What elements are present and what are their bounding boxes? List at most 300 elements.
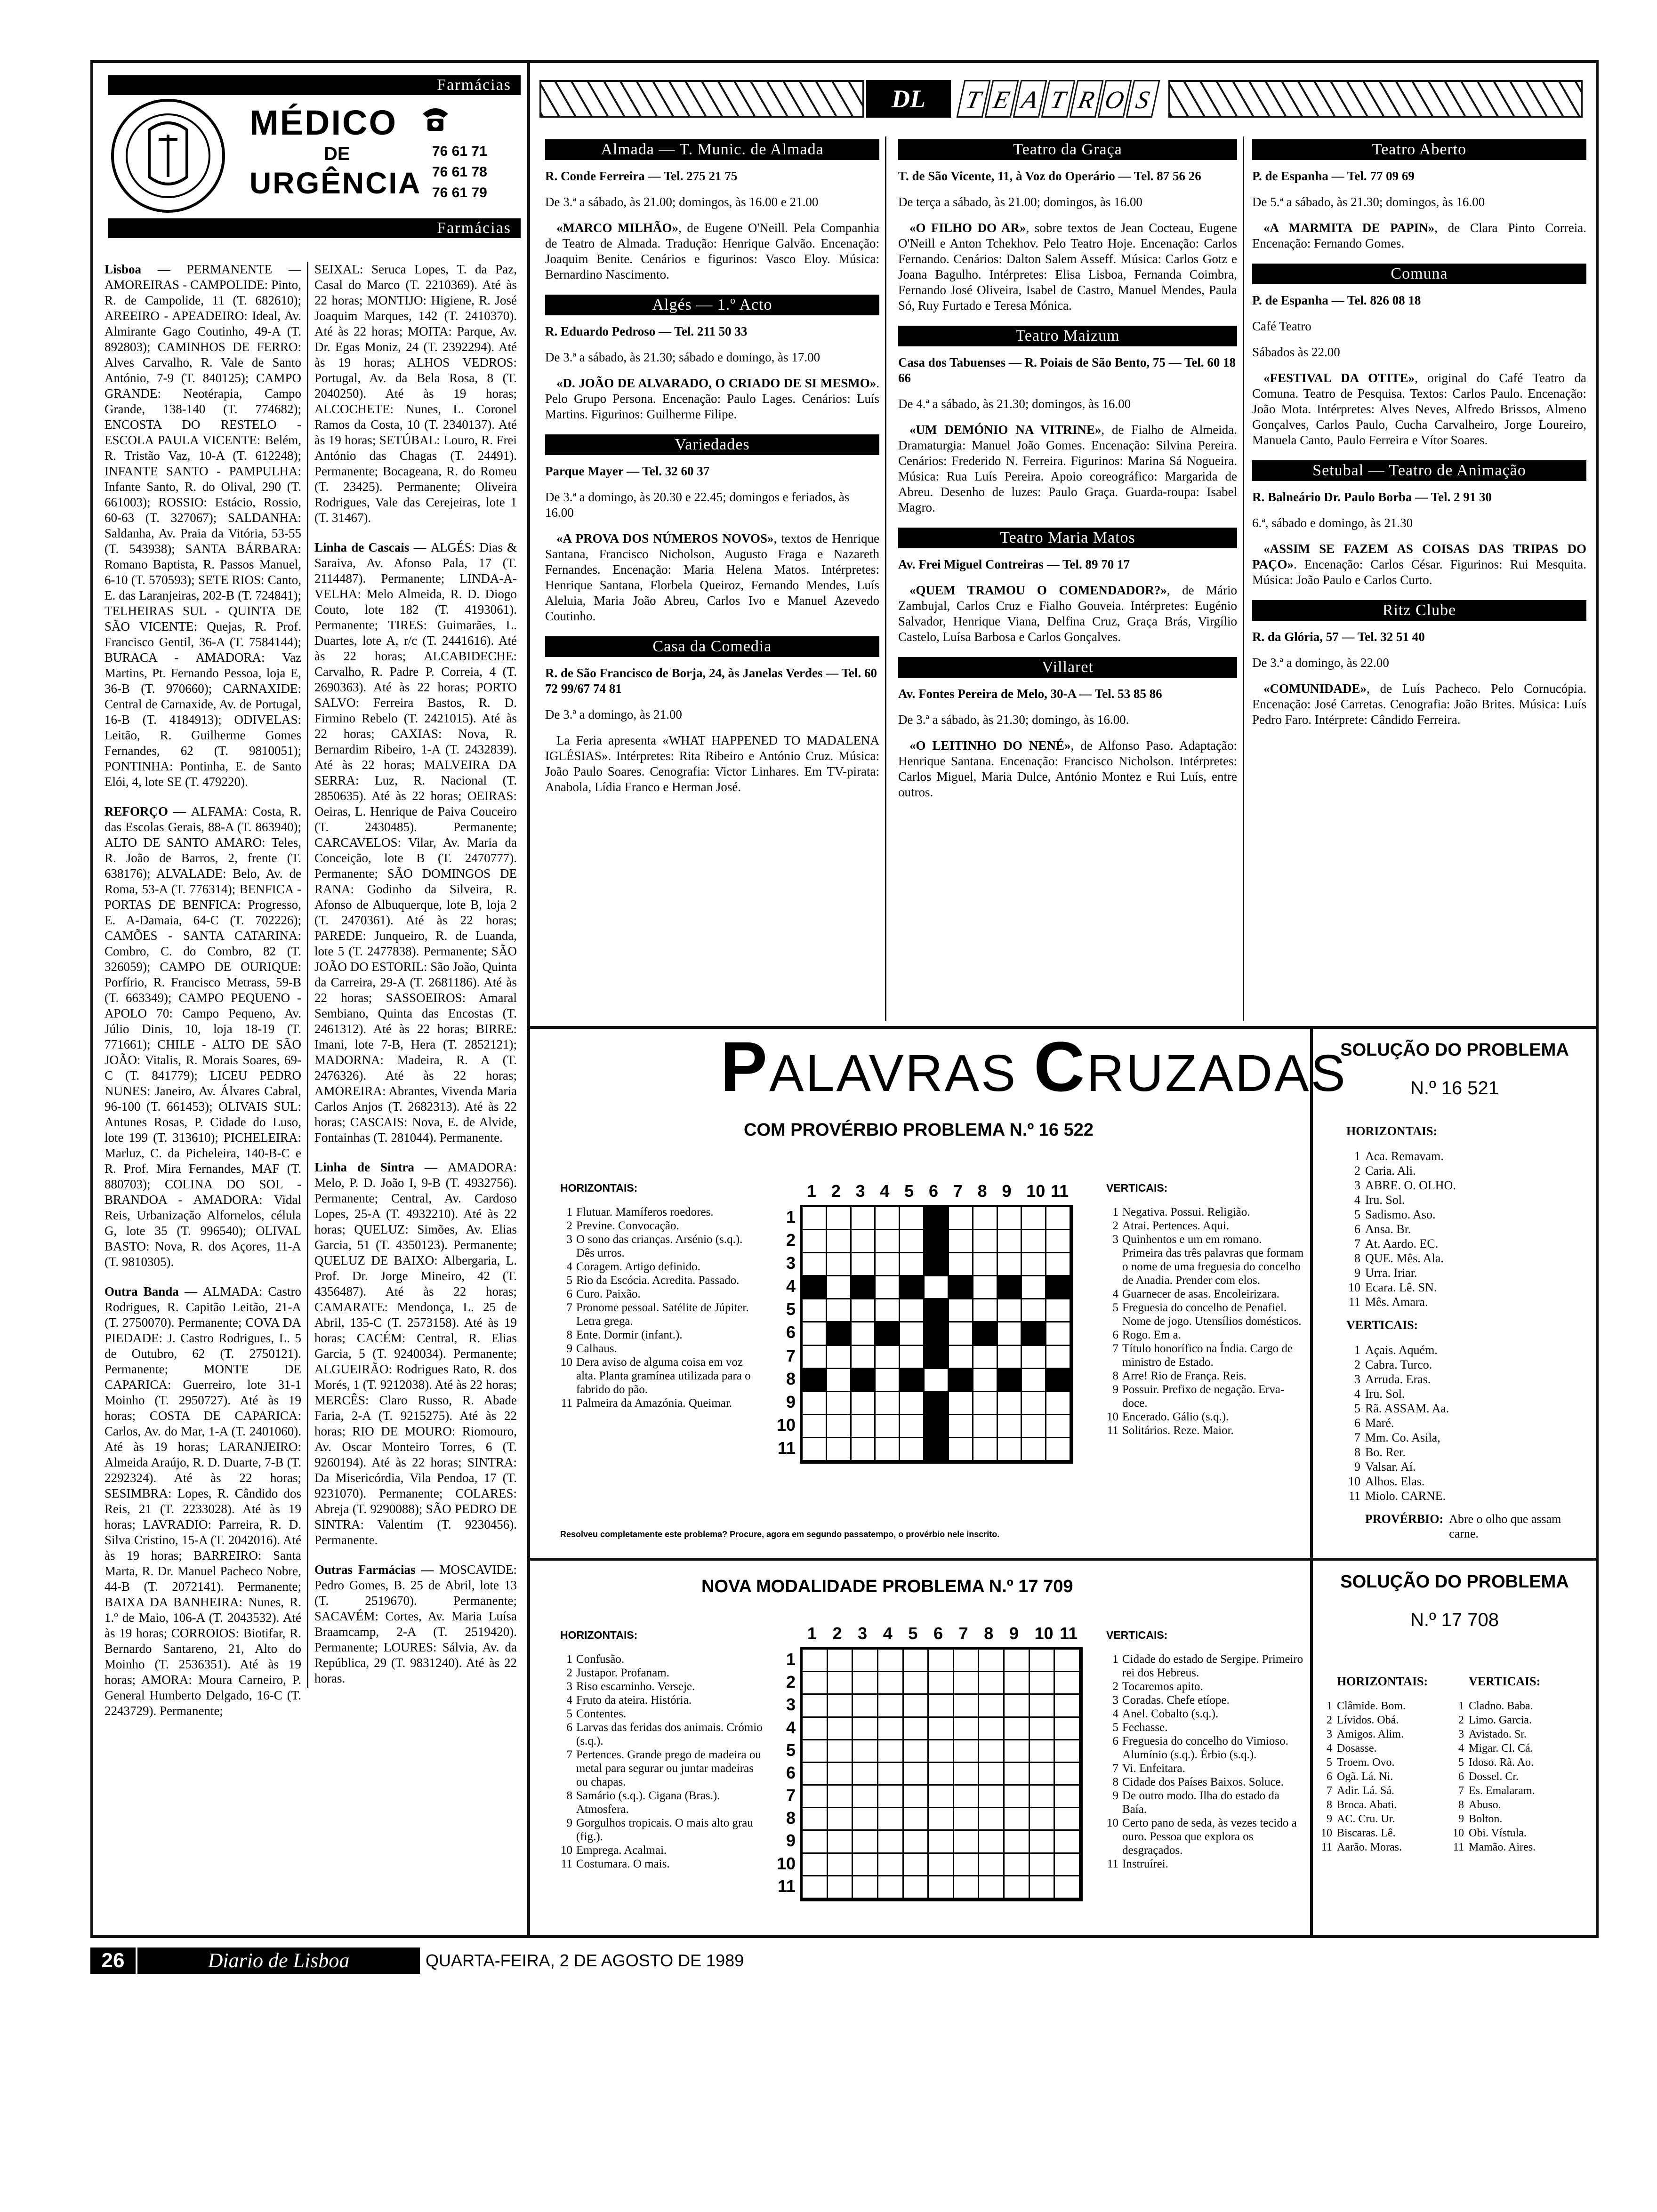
grid-column-number: 6 — [933, 1624, 943, 1643]
nova-vertical-clue — [1106, 1857, 1304, 1871]
proverbio-label: PROVÉRBIO: — [1365, 1512, 1444, 1526]
show-details: La Feria apresenta «WHAT HAPPENED TO MADALENA IGLÉSIAS». Intérpretes: Rita Ribeiro e António Cruz. Música: João Paulo Soares. Cenografia: Victor Linhares. Em TV-pirata: Anabola, Lídia Franco e Herman José. — [545, 733, 879, 794]
grid-row-number: 8 — [786, 1808, 796, 1828]
grid-cell — [1005, 1786, 1030, 1808]
solution-title: SOLUÇÃO DO PROBLEMA — [1340, 1040, 1569, 1060]
grid-cell — [954, 1718, 980, 1740]
theatre-description — [545, 733, 879, 795]
theatre-address: P. de Espanha — Tel. 77 09 69 — [1252, 169, 1415, 183]
grid-cell — [878, 1786, 904, 1808]
clue-text: Cidade do estado de Sergipe. Primeiro rei dos Hebreus. — [1122, 1653, 1303, 1679]
clue-number: 2 — [566, 1219, 572, 1232]
theatre-banner: Almada — T. Munic. de Almada — [545, 139, 879, 160]
clue-number: 1 — [566, 1653, 572, 1666]
solution-vertical — [1346, 1459, 1582, 1474]
clue-text: Vi. Enfeitara. — [1122, 1762, 1185, 1775]
clue-number: 6 — [566, 1288, 572, 1300]
grid-cell — [1030, 1695, 1055, 1717]
grid-cell — [949, 1438, 973, 1461]
solution-2-vertical — [1450, 1727, 1591, 1741]
solution-vertical — [1346, 1387, 1582, 1401]
grid-cell — [904, 1718, 929, 1740]
grid-cell — [878, 1808, 904, 1831]
solution-horizontal — [1346, 1149, 1582, 1163]
clue-number: 4 — [566, 1694, 572, 1707]
clue-text: Emprega. Acalmai. — [576, 1844, 667, 1857]
theatre-banner: Variedades — [545, 434, 879, 455]
solution-horizontal — [1346, 1266, 1582, 1280]
grid-cell — [1055, 1650, 1080, 1672]
puzzle-mid-divider — [527, 1558, 1599, 1561]
grid-cell — [998, 1438, 1022, 1461]
grid-cell — [998, 1230, 1022, 1253]
grid-cell — [828, 1876, 853, 1899]
clue-number: 9 — [1327, 1813, 1332, 1825]
solution-horizontal — [1346, 1295, 1582, 1309]
grid-cell — [929, 1740, 954, 1763]
grid-cell — [1046, 1322, 1071, 1346]
grid-cell — [954, 1786, 980, 1808]
grid-cell — [853, 1740, 878, 1763]
clue-text: Troem. Ovo. — [1337, 1756, 1395, 1769]
grid-cell — [949, 1369, 973, 1392]
grid-cell — [949, 1346, 973, 1369]
show-details: , original do Café Teatro da Comuna. Teatro de Pesquisa. Textos: Carlos Paulo. Encenação: João Mota. Intérpretes: Alves Neves, Alfredo Brissos, Almeno Gonçalves, Carlos Paulo, Cucha Carvalheiro, Jorge Loureiro, Manuela Canto, Paulo Ferreira e Vítor Soares. — [1252, 371, 1586, 447]
farmacia-block: SEIXAL: Seruca Lopes, T. da Paz, Casal do Marco (T. 2210369). Até às 22 horas; MONTIJO: Higiene, R. José Joaquim Marques, 142 (T. 2410370). Até às 22 horas; MOITA: Parque, Av. Dr. Egas Moniz, 24 (T. 2392294). Até às 19 horas; ALHOS VEDROS: Portugal, Av. da Bela Rosa, 8 (T. 2040250). Até às 19 horas; ALCOCHETE: Nunes, L. Coronel Ramos da Costa, 10 (T. 2340137). Até às 19 horas; SETÚBAL: Louro, R. Frei António das Chagas (T. 24491). Permanente; Bocageana, R. do Romeu (T. 23425). Permanente; Oliveira Rodrigues, Vale das Cerejeiras, lote 1 (T. 31467). — [314, 262, 517, 525]
grid-cell — [929, 1672, 954, 1695]
theatre-schedule: De 4.ª a sábado, às 21.30; domingos, às 16.00 — [898, 397, 1131, 411]
clue-number: 5 — [1354, 1208, 1360, 1221]
horizontal-clue — [560, 1287, 763, 1301]
phone-icon — [419, 101, 452, 134]
grid-cell — [827, 1438, 852, 1461]
horizontal-clues — [560, 1181, 763, 1410]
grid-cell — [803, 1854, 828, 1876]
grid-cell — [1005, 1740, 1030, 1763]
grid-cell — [904, 1808, 929, 1831]
grid-cell — [929, 1831, 954, 1853]
theatre-description — [898, 422, 1237, 515]
grid-column-number: 7 — [958, 1624, 968, 1643]
grid-cell — [904, 1672, 929, 1695]
theatre-address: Parque Mayer — Tel. 32 60 37 — [545, 464, 710, 478]
clue-text: Ecara. Lê. SN. — [1365, 1281, 1437, 1294]
grid-cell — [904, 1876, 929, 1899]
grid-column-number: 9 — [1002, 1181, 1012, 1201]
farmacias-header: Farmácias — [108, 75, 521, 95]
clue-text: Ansa. Br. — [1365, 1222, 1411, 1236]
clue-text: Alhos. Elas. — [1365, 1475, 1425, 1488]
medico-de: DE — [324, 144, 350, 164]
clue-number: 8 — [1112, 1776, 1118, 1788]
clue-number: 6 — [566, 1721, 572, 1734]
horizontal-clue — [560, 1274, 763, 1287]
clue-text: Ente. Dormir (infant.). — [576, 1329, 683, 1341]
clue-number: 1 — [1112, 1206, 1118, 1218]
grid-cell — [998, 1369, 1022, 1392]
grid-column-number: 2 — [831, 1181, 841, 1201]
teatros-stripes-right — [1168, 80, 1583, 118]
grid-cell — [949, 1230, 973, 1253]
grid-cell — [904, 1763, 929, 1786]
clue-text: Es. Emalaram. — [1469, 1785, 1535, 1797]
grid-cell — [973, 1346, 998, 1369]
grid-row-number: 4 — [786, 1276, 796, 1296]
clue-number: 2 — [566, 1667, 572, 1679]
grid-cell — [878, 1672, 904, 1695]
clue-number: 6 — [1327, 1771, 1332, 1783]
teatros-letter: R — [1069, 80, 1103, 118]
nova-horizontal-clue — [560, 1721, 763, 1748]
clue-text: QUE. Mês. Ala. — [1365, 1251, 1444, 1265]
grid-cell — [1046, 1230, 1071, 1253]
grid-cell — [1055, 1763, 1080, 1786]
clue-text: Costumara. O mais. — [576, 1858, 670, 1870]
grid-cell — [973, 1253, 998, 1276]
clue-text: Pronome pessoal. Satélite de Júpiter. Letra grega. — [576, 1301, 749, 1328]
show-details: . Pelo Grupo Persona. Encenação: Paulo Lages. Cenários: Luís Martins. Figurinos: Guilherme Filipe. — [545, 376, 879, 421]
theatre-schedule: Sábados às 22.00 — [1252, 345, 1340, 359]
nova-horizontal-clues — [560, 1628, 763, 1871]
show-details: , de Clara Pinto Correia. Encenação: Fernando Gomes. — [1252, 221, 1586, 250]
clue-text: Miolo. CARNE. — [1365, 1489, 1446, 1503]
grid-cell — [1030, 1831, 1055, 1853]
clue-text: Arruda. Eras. — [1365, 1372, 1431, 1386]
grid-cell — [929, 1854, 954, 1876]
clue-number: 9 — [1354, 1266, 1360, 1280]
show-details: , sobre textos de Jean Cocteau, Eugene O'Neill e Anton Tchekhov. Pelo Teatro Hoje. Encenação: Carlos Fernando. Cenários: Dalton Salem Asseff. Música: Carlos Gotz e Joana Bagulho. Intérpretes: Elisa Lisboa, Fernanda Coimbra, Fernando José Oliveira, Isabel de Castro, Manuel Mendes, Paula Só, Ruy Furtado e Teresa Mónica. — [898, 221, 1237, 313]
grid-cell — [1005, 1854, 1030, 1876]
nova-horizontal-clue — [560, 1857, 763, 1871]
grid-cell — [1046, 1207, 1071, 1230]
grid-cell — [954, 1695, 980, 1717]
clinic-emblem — [109, 97, 227, 215]
show-title: «MARCO MILHÃO» — [556, 221, 679, 235]
clue-text: Larvas das feridas dos animais. Crómio (s.q.). — [576, 1721, 763, 1747]
clue-text: Cabra. Turco. — [1365, 1358, 1432, 1371]
theatre-schedule: De 3.ª a domingo, às 21.00 — [545, 707, 682, 721]
grid-cell — [900, 1207, 925, 1230]
clue-text: Ogã. Lá. Ni. — [1337, 1771, 1393, 1783]
grid-cell — [998, 1392, 1022, 1415]
teatros-col-rule — [1243, 136, 1244, 1021]
nova-vertical-clue — [1106, 1680, 1304, 1693]
clue-text: Arre! Rio de França. Reis. — [1122, 1370, 1247, 1382]
clue-text: Aca. Remavam. — [1365, 1149, 1444, 1163]
sol2-horiz-label: HORIZONTAIS: — [1337, 1675, 1428, 1688]
clue-text: Samário (s.q.). Cigana (Bras.). Atmosfera. — [576, 1789, 720, 1816]
clue-text: Calhaus. — [576, 1342, 617, 1355]
clue-text: Freguesia do concelho do Vimioso. Alumínio (s.q.). Érbio (s.q.). — [1122, 1735, 1288, 1761]
grid-row-numbers — [772, 1205, 800, 1464]
grid-cell — [1046, 1369, 1071, 1392]
show-details: , de Mário Zambujal, Carlos Cruz e Fialho Gouveia. Intérpretes: Eugénio Salvador, Henrique Viana, Delfina Cruz, Graça Brás, Virgílio Castelo, Luísa Barbosa e Carlos Gonçalves. — [898, 583, 1238, 644]
clue-number: 2 — [1458, 1714, 1464, 1726]
grid-cell — [925, 1207, 949, 1230]
clue-text: Freguesia do concelho de Penafiel. Nome de jogo. Utensílios domésticos. — [1122, 1301, 1302, 1328]
clue-number: 9 — [1354, 1460, 1360, 1474]
clue-text: Rã. ASSAM. Aa. — [1365, 1402, 1449, 1415]
grid-cell — [876, 1276, 900, 1299]
clue-text: Aarão. Moras. — [1337, 1841, 1402, 1853]
solution-1 — [1346, 1115, 1582, 1541]
farmacia-block: REFORÇO — ALFAMA: Costa, R. das Escolas Gerais, 88-A (T. 863940); ALTO DE SANTO AMARO: Teles, R. João de Barros, 2, frente (T. 638176); ALVALADE: Belo, Av. de Roma, 53-A (T. 776314); BENFICA - PORTAS DE BENFICA: Progresso, E. A-Damaia, 64-C (T. 702226); CAMÕES - SANTA CATARINA: Combro, C. do Combro, 82 (T. 326059); CAMPO DE OURIQUE: Porfírio, R. Francisco Metrass, 59-B (T. 663349); CAMPO PEQUENO - APOLO 70: Campo Pequeno, Av. Júlio Dinis, 10, loja 18-19 (T. 771661); CHILE - ALTO DE SÃO JOÃO: Vitalis, R. Morais Soares, 69-C (T. 841779); LICEU PEDRO NUNES: Janeiro, Av. Álvares Cabral, 96-100 (T. 661453); OLIVAIS SUL: Antunes Rosas, P. Cidade do Luso, lote 199 (T. 313610); PICHELEIRA: Marluz, C. da Picheleira, 140-B-C e R. Prof. Mira Fernandes, MAF (T. 880703); COLINA DO SOL - BRANDOA - AMADORA: Vidal Reis, Urbanização Alfornelos, célula G, lote 35 (T. 996540); OLIVAL BASTO: Nova, R. dos Açores, 11-A (T. 9810305). — [105, 804, 301, 1269]
grid-cell — [828, 1763, 853, 1786]
grid-cell — [878, 1695, 904, 1717]
sol2-vert-label: VERTICAIS: — [1469, 1675, 1541, 1688]
grid-cell — [925, 1438, 949, 1461]
theatre-description — [1252, 681, 1586, 728]
solution-horizontal — [1346, 1280, 1582, 1295]
grid-cell — [852, 1322, 876, 1346]
grid-cell — [1055, 1876, 1080, 1899]
clue-number: 1 — [1327, 1700, 1332, 1712]
clue-text: Iru. Sol. — [1365, 1387, 1405, 1401]
vertical-clue — [1106, 1233, 1304, 1287]
grid-column-number: 10 — [1026, 1181, 1046, 1201]
grid-cell — [853, 1650, 878, 1672]
theatre-banner: Comuna — [1252, 264, 1586, 284]
grid-cell — [900, 1369, 925, 1392]
nova-vertical-clue — [1106, 1789, 1304, 1816]
grid-cell — [929, 1808, 954, 1831]
grid-column-number: 1 — [806, 1181, 816, 1201]
grid-cell — [1005, 1695, 1030, 1717]
clue-number: 9 — [1458, 1813, 1464, 1825]
grid-cell — [949, 1299, 973, 1322]
clue-text: Bo. Rer. — [1365, 1445, 1406, 1459]
clue-number: 3 — [566, 1680, 572, 1693]
solution-2-vertical — [1450, 1755, 1591, 1770]
grid-cell — [878, 1831, 904, 1853]
grid-cell — [876, 1207, 900, 1230]
grid-cell — [852, 1415, 876, 1438]
theatre-banner: Teatro da Graça — [898, 139, 1237, 160]
solution-vertical — [1346, 1357, 1582, 1372]
clue-text: De outro modo. Ilha do estado da Baía. — [1122, 1789, 1279, 1816]
grid-cell — [876, 1392, 900, 1415]
grid-cell — [954, 1831, 980, 1853]
grid-column-number: 3 — [855, 1181, 865, 1201]
grid-cell — [828, 1854, 853, 1876]
grid-cell — [925, 1253, 949, 1276]
grid-cell — [803, 1415, 827, 1438]
grid-cell — [1046, 1438, 1071, 1461]
theatre-address: Av. Frei Miguel Contreiras — Tel. 89 70 17 — [898, 557, 1130, 571]
nova-horiz-label: HORIZONTAIS: — [560, 1629, 638, 1641]
solution-2-horizontal — [1318, 1770, 1469, 1784]
grid-cell — [954, 1650, 980, 1672]
phone-1: 76 61 71 — [432, 144, 487, 159]
grid-row-number: 4 — [786, 1717, 796, 1737]
solution-2-vertical — [1450, 1784, 1591, 1798]
clue-text: Coragem. Artigo definido. — [576, 1260, 700, 1273]
grid-cell — [803, 1672, 828, 1695]
grid-cell — [998, 1276, 1022, 1299]
clue-number: 8 — [1112, 1370, 1118, 1382]
clue-number: 10 — [561, 1356, 572, 1369]
clue-text: Certo pano de seda, às vezes tecido a ouro. Pessoa que explora os desgraçados. — [1122, 1817, 1297, 1857]
clue-number: 5 — [1327, 1756, 1332, 1769]
grid-cell — [827, 1322, 852, 1346]
teatros-col-rule — [885, 136, 886, 1021]
grid-cell — [827, 1230, 852, 1253]
grid-cell — [979, 1718, 1005, 1740]
clue-text: Amigos. Alim. — [1337, 1728, 1404, 1740]
grid-cell — [803, 1253, 827, 1276]
grid-cell — [803, 1369, 827, 1392]
proverbio-text: Abre o olho que assam carne. — [1449, 1512, 1561, 1540]
grid-cell — [979, 1695, 1005, 1717]
grid-column-number: 6 — [929, 1181, 939, 1201]
clue-text: Riso escarninho. Verseje. — [576, 1680, 695, 1693]
grid-cell — [803, 1392, 827, 1415]
vertical-clue — [1106, 1328, 1304, 1342]
solution-vertical — [1346, 1489, 1582, 1503]
nova-vertical-clue — [1106, 1693, 1304, 1707]
grid-cell — [803, 1718, 828, 1740]
clue-text: Rio da Escócia. Acredita. Passado. — [576, 1274, 740, 1287]
clue-number: 3 — [566, 1233, 572, 1246]
page-number: 26 — [90, 1948, 136, 1974]
sol1-vert-label: VERTICAIS: — [1346, 1318, 1418, 1332]
clue-text: Pertences. Grande prego de madeira ou metal para segurar ou juntar madeiras ou chapas. — [576, 1748, 761, 1788]
show-details: , textos de Henrique Santana, Francisco Nicholson, Augusto Fraga e Nazareth Fernandes. Encenação: Maria Helena Matos. Intérpretes: Henrique Santana, Florbela Queiroz, Fernando Mendes, Luís Aleluia, Maria João Abreu, Carlos Ivo e Manuel Azevedo Coutinho. — [545, 531, 880, 623]
clue-number: 6 — [1354, 1222, 1360, 1236]
clue-number: 3 — [1354, 1178, 1360, 1192]
grid-cell — [876, 1253, 900, 1276]
clue-number: 6 — [1112, 1329, 1118, 1341]
clue-number: 4 — [1354, 1193, 1360, 1207]
grid-cell — [973, 1415, 998, 1438]
clue-text: Idoso. Rã. Ao. — [1469, 1756, 1534, 1769]
grid-cell — [998, 1253, 1022, 1276]
grid-cell — [1005, 1650, 1030, 1672]
grid-column-number: 8 — [977, 1181, 987, 1201]
grid-cell — [1022, 1415, 1046, 1438]
sol1-horiz-label: HORIZONTAIS: — [1346, 1124, 1438, 1138]
theatre-address: R. Conde Ferreira — Tel. 275 21 75 — [545, 169, 738, 183]
grid-cell — [1055, 1786, 1080, 1808]
grid-cell — [904, 1650, 929, 1672]
clue-number: 1 — [1112, 1653, 1118, 1666]
nova-vertical-clue — [1106, 1707, 1304, 1721]
grid-cell — [1022, 1299, 1046, 1322]
clue-text: Solitários. Reze. Maior. — [1122, 1424, 1234, 1437]
grid-cell — [925, 1392, 949, 1415]
solution-2-horizontal — [1318, 1727, 1469, 1741]
theatre-address: R. Balneário Dr. Paulo Borba — Tel. 2 91 30 — [1252, 490, 1492, 504]
grid-cell — [853, 1831, 878, 1853]
clue-number: 2 — [1354, 1164, 1360, 1178]
grid-cell — [828, 1831, 853, 1853]
theatre-banner: Casa da Comedia — [545, 636, 879, 657]
clue-number: 10 — [1107, 1411, 1118, 1423]
farmacias-col-rule — [307, 262, 308, 1688]
grid-cell — [803, 1299, 827, 1322]
clue-text: Sadismo. Aso. — [1365, 1208, 1436, 1221]
clue-text: Justapor. Profanam. — [576, 1667, 669, 1679]
grid-cell — [1055, 1854, 1080, 1876]
grid-cell — [925, 1230, 949, 1253]
grid-cell — [803, 1876, 828, 1899]
solution-2-horizontal — [1318, 1699, 1469, 1713]
theatre-description — [545, 376, 879, 422]
grid-cell — [925, 1346, 949, 1369]
grid-cell — [925, 1322, 949, 1346]
grid-cell — [803, 1695, 828, 1717]
grid-cell — [900, 1230, 925, 1253]
grid-column-number: 5 — [904, 1181, 914, 1201]
solution-2-horizontal — [1318, 1741, 1469, 1755]
grid-cell — [1005, 1763, 1030, 1786]
theatre-address: Av. Fontes Pereira de Melo, 30-A — Tel. 53 85 86 — [898, 687, 1162, 701]
clue-number: 8 — [566, 1329, 572, 1341]
teatros-letter: S — [1126, 80, 1160, 118]
nova-horizontal-clue — [560, 1843, 763, 1857]
grid-cell — [803, 1346, 827, 1369]
show-details: . Encenação: Carlos César. Figurinos: Rui Mesquita. Música: João Paulo e Carlos Curto. — [1252, 557, 1586, 587]
palavras-cruzadas-logo — [720, 1027, 1347, 1106]
grid-cell — [827, 1276, 852, 1299]
puzzle-title: COM PROVÉRBIO PROBLEMA N.º 16 522 — [744, 1120, 1094, 1140]
grid-row-number: 7 — [786, 1346, 796, 1365]
clue-number: 9 — [1112, 1383, 1118, 1396]
teatros-letter: A — [1013, 80, 1047, 118]
farmacia-block: Linha de Sintra — AMADORA: Melo, P. D. João I, 9-B (T. 4932756). Permanente; Central, Av. Cardoso Lopes, 25-A (T. 4932210). Até às 22 horas; QUELUZ: Simões, Av. Elias Garcia, 51 (T. 4350123). Permanente; QUELUZ DE BAIXO: Albergaria, L. Prof. Dr. Jorge Mineiro, 42 (T. 4356487). Até às 22 horas; CAMARATE: Mendonça, L. 25 de Abril, 135-C (T. 2573158). Até às 19 horas; CACÉM: Central, R. Elias Garcia, 5 (T. 9240034). Permanente; ALGUEIRÃO: Rodrigues Rato, R. dos Morés, 1 (T. 9212038). Até às 22 horas; MERCÊS: Claro Russo, R. Abade Faria, 2-A (T. 9215275). Até às 22 horas; RIO DE MOURO: Riomouro, Av. Oscar Monteiro Torres, 6 (T. 9260194). Até às 22 horas; SINTRA: Da Misericórdia, Vila Pendoa, 17 (T. 9231070). Permanente; COLARES: Abreja (T. 9290088); SÃO PEDRO DE SINTRA: Valentim (T. 9230456). Permanente. — [314, 1160, 517, 1547]
grid-cell — [828, 1650, 853, 1672]
theatre-address: R. da Glória, 57 — Tel. 32 51 40 — [1252, 630, 1425, 644]
solution-vertical — [1346, 1430, 1582, 1445]
newspaper-logo: Diario de Lisboa — [137, 1948, 420, 1974]
show-title: «A MARMITA DE PAPIN» — [1263, 221, 1435, 235]
horizontal-clue — [560, 1205, 763, 1219]
horizontal-clue — [560, 1301, 763, 1328]
nova-horizontal-clue — [560, 1748, 763, 1789]
grid-cell — [827, 1299, 852, 1322]
grid-cell — [998, 1346, 1022, 1369]
solution-vertical — [1346, 1416, 1582, 1430]
grid-cell — [876, 1369, 900, 1392]
clue-text: Açais. Aquém. — [1365, 1343, 1438, 1357]
show-details: , de Eugene O'Neill. Pela Companhia de Teatro de Almada. Tradução: Henrique Galvão. Encenação: Joaquim Benite. Cenários e figurinos: Vasco Eloy. Música: Bernardino Nascimento. — [545, 221, 879, 281]
theatre-description — [1252, 541, 1586, 588]
theatre-banner: Algés — 1.º Acto — [545, 295, 879, 315]
clue-text: Tocaremos apito. — [1122, 1680, 1203, 1693]
grid-cell — [904, 1786, 929, 1808]
grid-cell — [1022, 1253, 1046, 1276]
show-title: «QUEM TRAMOU O COMENDADOR?» — [909, 583, 1167, 597]
grid-cell — [954, 1763, 980, 1786]
solution-2-vertical — [1450, 1713, 1591, 1727]
teatros-stripes-left — [539, 80, 864, 118]
grid-cell — [973, 1322, 998, 1346]
farmacias-col-2 — [314, 262, 517, 1700]
clue-number: 10 — [561, 1844, 572, 1857]
grid-cell — [979, 1672, 1005, 1695]
grid-cell — [853, 1695, 878, 1717]
clue-number: 6 — [1112, 1735, 1118, 1747]
grid-cell — [973, 1438, 998, 1461]
grid-cell — [954, 1876, 980, 1899]
grid-cell — [1022, 1276, 1046, 1299]
theatre-banner: Teatro Maizum — [898, 326, 1237, 346]
grid-cell — [929, 1876, 954, 1899]
clue-text: Urra. Iriar. — [1365, 1266, 1417, 1280]
clue-number: 10 — [1107, 1817, 1118, 1829]
grid-row-number: 9 — [786, 1831, 796, 1851]
grid-cell — [973, 1369, 998, 1392]
